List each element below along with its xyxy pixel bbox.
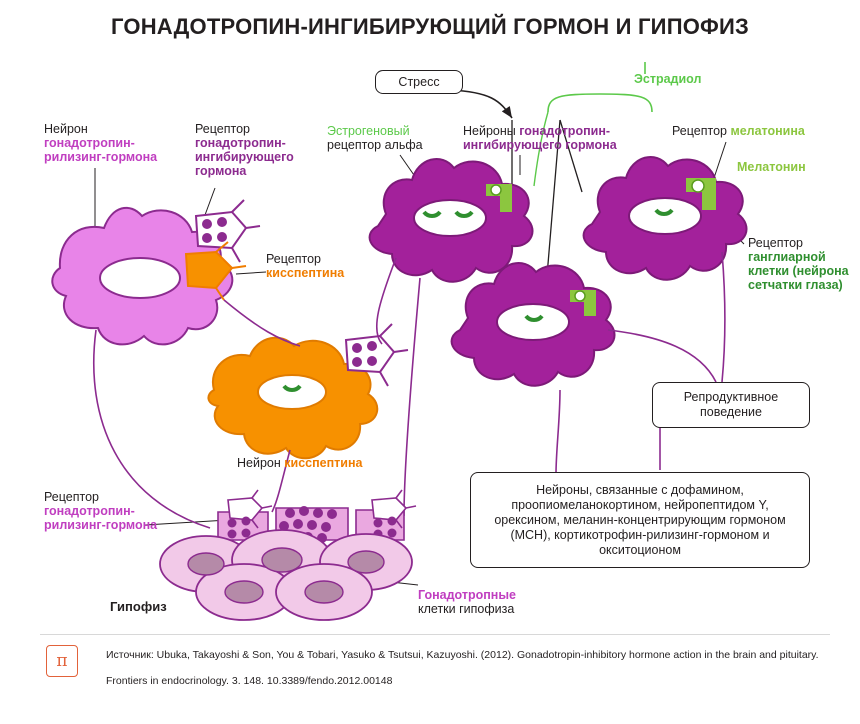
box-dopamine-related-neurons: Нейроны, связанные с дофамином, проопиомеланокортином, нейропептидом Y, орексином, меланин-концентрирующим гормоном (MCH), кортикотрофин-рилизинг-гормоном и окситоционом bbox=[470, 472, 810, 568]
kisspeptin-neuron-word2: кисспептина bbox=[284, 456, 363, 470]
label-gnih-receptor-l1: Рецептор bbox=[195, 122, 250, 136]
label-ganglion-receptor-l4: сетчатки глаза) bbox=[748, 278, 843, 292]
label-melatonin: Мелатонин bbox=[737, 160, 806, 174]
label-gnrh-receptor-l3: рилизинг-гормона bbox=[44, 518, 158, 532]
label-estradiol: Эстрадиол bbox=[634, 72, 702, 86]
label-gonadotropes-l2: клетки гипофиза bbox=[418, 602, 515, 616]
box-stress: Стресс bbox=[375, 70, 463, 94]
pituitary-shape bbox=[160, 490, 416, 620]
gnih-neurons-word1: Нейроны bbox=[463, 124, 516, 138]
source-logo: π bbox=[46, 645, 78, 677]
stress-arrow bbox=[450, 90, 512, 118]
melatonin-receptor-word1: Рецептор bbox=[672, 124, 727, 138]
label-gnih-receptor-l3: ингибирующего bbox=[195, 150, 294, 164]
label-ganglion-receptor-l2: ганглиарной bbox=[748, 250, 826, 264]
source-line-2: Frontiers in endocrinology. 3. 148. 10.3389/fendo.2012.00148 bbox=[106, 675, 393, 687]
source-line-1: Источник: Ubuka, Takayoshi & Son, You & Tobari, Yasuko & Tsutsui, Kazuyoshi. (2012). Gonadotropin-inhibitory hormone action in the brain and pituitary. bbox=[106, 649, 819, 661]
box-reproductive-behavior: Репродуктивное поведение bbox=[652, 382, 810, 428]
label-gonadotropes-l1: Гонадотропные bbox=[418, 588, 516, 602]
label-pituitary: Гипофиз bbox=[110, 599, 167, 614]
gnih-neuron-b bbox=[452, 263, 615, 386]
melatonin-receptor-word2: мелатонина bbox=[730, 124, 805, 138]
label-melatonin-receptor-l1 bbox=[672, 124, 805, 138]
label-gnrh-neuron-l2: гонадотропин- bbox=[44, 136, 135, 150]
kisspeptin-neuron-word1: Нейрон bbox=[237, 456, 281, 470]
label-gnrh-neuron-l3: рилизинг-гормона bbox=[44, 150, 158, 164]
label-estrogen-receptor-l1: Эстрогеновый bbox=[327, 124, 410, 138]
label-gnih-receptor-l2: гонадотропин- bbox=[195, 136, 286, 150]
label-gnih-receptor-l4: гормона bbox=[195, 164, 247, 178]
page-title: ГОНАДОТРОПИН-ИНГИБИРУЮЩИЙ ГОРМОН И ГИПОФИЗ bbox=[111, 14, 749, 39]
label-gnrh-receptor-l1: Рецептор bbox=[44, 490, 99, 504]
label-gnih-neurons-l1 bbox=[463, 124, 610, 138]
label-kisspeptin-neuron bbox=[237, 456, 362, 470]
label-estrogen-receptor-l2: рецептор альфа bbox=[327, 138, 423, 152]
label-kisspeptin-receptor-l2: кисспептина bbox=[266, 266, 345, 280]
label-gnrh-receptor-l2: гонадотропин- bbox=[44, 504, 135, 518]
label-gnrh-neuron-l1: Нейрон bbox=[44, 122, 88, 136]
gnih-neurons-word2: гонадотропин- bbox=[519, 124, 611, 138]
label-ganglion-receptor-l1: Рецептор bbox=[748, 236, 803, 250]
label-ganglion-receptor-l3: клетки (нейрона bbox=[748, 264, 849, 278]
label-gnih-neurons-l3: ингибирующего гормона bbox=[463, 138, 617, 152]
footer-divider bbox=[40, 634, 830, 635]
estradiol-bracket bbox=[548, 62, 652, 112]
label-kisspeptin-receptor-l1: Рецептор bbox=[266, 252, 321, 266]
